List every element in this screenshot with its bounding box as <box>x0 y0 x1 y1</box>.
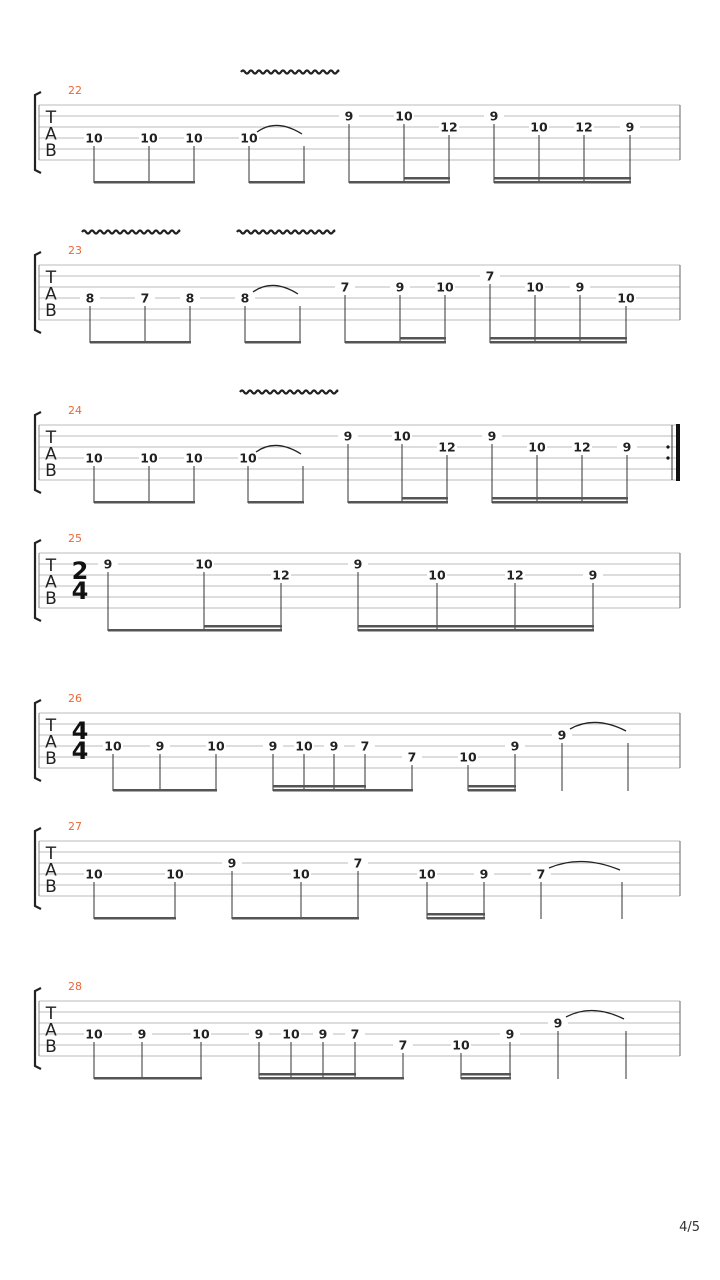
beam <box>249 181 305 184</box>
tab-clef-letter: B <box>45 1037 57 1057</box>
fret-number: 10 <box>418 866 436 882</box>
system-bracket <box>35 412 41 493</box>
fret-number: 10 <box>85 866 103 882</box>
beam <box>348 501 448 504</box>
beam <box>259 1077 404 1080</box>
beam-secondary <box>404 177 450 180</box>
time-signature-digit: 4 <box>71 717 89 745</box>
fret-number: 10 <box>452 1037 470 1053</box>
tab-clef-letter: B <box>45 749 57 769</box>
beam <box>490 337 627 340</box>
system-28 <box>35 980 680 1080</box>
tab-clef-letter: A <box>45 444 57 465</box>
measure-number: 22 <box>68 84 82 97</box>
fret-number: 10 <box>240 130 258 146</box>
fret-number: 7 <box>536 866 546 882</box>
fret-number: 12 <box>573 439 591 455</box>
fret-number: 9 <box>479 866 489 882</box>
tab-clef-letter: T <box>45 1004 57 1024</box>
beam <box>427 917 485 920</box>
beam <box>468 785 516 788</box>
beam-secondary <box>400 337 446 340</box>
beam <box>94 1077 202 1080</box>
beam <box>94 501 195 504</box>
system-bracket <box>35 252 41 333</box>
fret-number: 12 <box>438 439 456 455</box>
fret-number: 10 <box>239 450 257 466</box>
tab-clef-letter: B <box>45 877 57 897</box>
fret-number: 7 <box>398 1037 408 1053</box>
fret-number: 10 <box>140 450 158 466</box>
vibrato-mark <box>82 231 179 234</box>
fret-number: 10 <box>85 1026 103 1042</box>
fret-number: 9 <box>487 428 497 444</box>
tab-clef-letter: A <box>45 572 57 593</box>
measure-number: 23 <box>68 244 82 257</box>
system-bracket <box>35 540 41 621</box>
fret-number: 10 <box>395 108 413 124</box>
fret-number: 9 <box>353 556 363 572</box>
beam <box>349 181 450 184</box>
fret-number: 7 <box>350 1026 360 1042</box>
page-number: 4/5 <box>679 1220 700 1235</box>
fret-number: 9 <box>344 108 354 124</box>
fret-number: 10 <box>528 439 546 455</box>
tab-clef-letter: T <box>45 716 57 736</box>
tab-clef-letter: T <box>45 556 57 576</box>
fret-number: 10 <box>393 428 411 444</box>
system-22 <box>35 71 680 184</box>
tab-clef-letter: B <box>45 141 57 161</box>
repeat-barline-thick <box>676 424 680 481</box>
tab-clef-letter: B <box>45 301 57 321</box>
tab-clef-letter: T <box>45 108 57 128</box>
fret-number: 9 <box>553 1015 563 1031</box>
fret-number: 7 <box>485 268 495 284</box>
beam <box>232 917 359 920</box>
beam <box>492 501 628 504</box>
beam <box>461 1073 511 1076</box>
fret-number: 10 <box>530 119 548 135</box>
beam <box>90 341 191 344</box>
fret-number: 10 <box>292 866 310 882</box>
tab-clef-letter: T <box>45 844 57 864</box>
system-bracket <box>35 828 41 909</box>
time-signature-digit: 4 <box>71 737 89 765</box>
fret-number: 9 <box>510 738 520 754</box>
beam <box>494 177 631 180</box>
fret-number: 9 <box>155 738 165 754</box>
beam <box>108 629 282 632</box>
fret-number: 9 <box>227 855 237 871</box>
fret-number: 9 <box>625 119 635 135</box>
tab-clef-letter: A <box>45 1020 57 1041</box>
measure-number: 26 <box>68 692 82 705</box>
fret-number: 10 <box>166 866 184 882</box>
fret-number: 10 <box>295 738 313 754</box>
measure-number: 24 <box>68 404 82 417</box>
tab-clef-letter: T <box>45 428 57 448</box>
fret-number: 12 <box>506 567 524 583</box>
measure-number: 25 <box>68 532 82 545</box>
beam-secondary <box>273 785 366 788</box>
system-23 <box>35 231 680 344</box>
beam <box>468 789 516 792</box>
beam <box>461 1077 511 1080</box>
beam <box>358 629 594 632</box>
beam-secondary <box>402 497 448 500</box>
fret-number: 9 <box>489 108 499 124</box>
fret-number: 12 <box>440 119 458 135</box>
fret-number: 7 <box>140 290 150 306</box>
fret-number: 7 <box>340 279 350 295</box>
beam <box>94 181 195 184</box>
fret-number: 10 <box>192 1026 210 1042</box>
fret-number: 10 <box>428 567 446 583</box>
system-27 <box>35 820 680 920</box>
fret-number: 9 <box>505 1026 515 1042</box>
vibrato-mark <box>240 391 337 394</box>
beam <box>345 341 446 344</box>
system-24 <box>35 391 680 504</box>
system-bracket <box>35 92 41 173</box>
beam <box>248 501 304 504</box>
fret-number: 9 <box>254 1026 264 1042</box>
beam <box>273 789 413 792</box>
fret-number: 10 <box>526 279 544 295</box>
tab-clef-letter: B <box>45 589 57 609</box>
fret-number: 8 <box>185 290 195 306</box>
measure-number: 28 <box>68 980 82 993</box>
beam <box>358 625 594 628</box>
fret-number: 8 <box>85 290 95 306</box>
fret-number: 9 <box>575 279 585 295</box>
fret-number: 9 <box>268 738 278 754</box>
fret-number: 7 <box>360 738 370 754</box>
fret-number: 7 <box>353 855 363 871</box>
fret-number: 12 <box>272 567 290 583</box>
vibrato-mark <box>237 231 334 234</box>
fret-number: 9 <box>137 1026 147 1042</box>
beam <box>113 789 217 792</box>
fret-number: 10 <box>207 738 225 754</box>
fret-number: 9 <box>343 428 353 444</box>
vibrato-mark <box>241 71 338 74</box>
beam-secondary <box>204 625 282 628</box>
tab-clef-letter: T <box>45 268 57 288</box>
beam <box>492 497 628 500</box>
system-26 <box>35 692 680 792</box>
repeat-dot <box>666 445 669 448</box>
beam <box>245 341 301 344</box>
fret-number: 10 <box>85 130 103 146</box>
fret-number: 7 <box>407 749 417 765</box>
fret-number: 9 <box>588 567 598 583</box>
system-bracket <box>35 988 41 1069</box>
fret-number: 10 <box>436 279 454 295</box>
fret-number: 10 <box>195 556 213 572</box>
fret-number: 9 <box>103 556 113 572</box>
fret-number: 9 <box>395 279 405 295</box>
fret-number: 8 <box>240 290 250 306</box>
fret-number: 10 <box>459 749 477 765</box>
fret-number: 10 <box>140 130 158 146</box>
fret-number: 10 <box>185 130 203 146</box>
fret-number: 10 <box>282 1026 300 1042</box>
beam <box>94 917 176 920</box>
fret-number: 10 <box>104 738 122 754</box>
tab-clef-letter: A <box>45 732 57 753</box>
time-signature-digit: 2 <box>71 557 89 585</box>
fret-number: 9 <box>622 439 632 455</box>
beam <box>494 181 631 184</box>
repeat-dot <box>666 456 669 459</box>
measure-number: 27 <box>68 820 82 833</box>
fret-number: 10 <box>85 450 103 466</box>
fret-number: 9 <box>557 727 567 743</box>
fret-number: 12 <box>575 119 593 135</box>
tab-clef-letter: A <box>45 860 57 881</box>
tab-clef-letter: B <box>45 461 57 481</box>
beam-secondary <box>259 1073 356 1076</box>
tab-clef-letter: A <box>45 124 57 145</box>
fret-number: 9 <box>318 1026 328 1042</box>
tab-clef-letter: A <box>45 284 57 305</box>
fret-number: 10 <box>617 290 635 306</box>
system-bracket <box>35 700 41 781</box>
fret-number: 9 <box>329 738 339 754</box>
system-25 <box>35 532 680 632</box>
beam <box>427 913 485 916</box>
time-signature-digit: 4 <box>71 577 89 605</box>
fret-number: 10 <box>185 450 203 466</box>
beam <box>490 341 627 344</box>
